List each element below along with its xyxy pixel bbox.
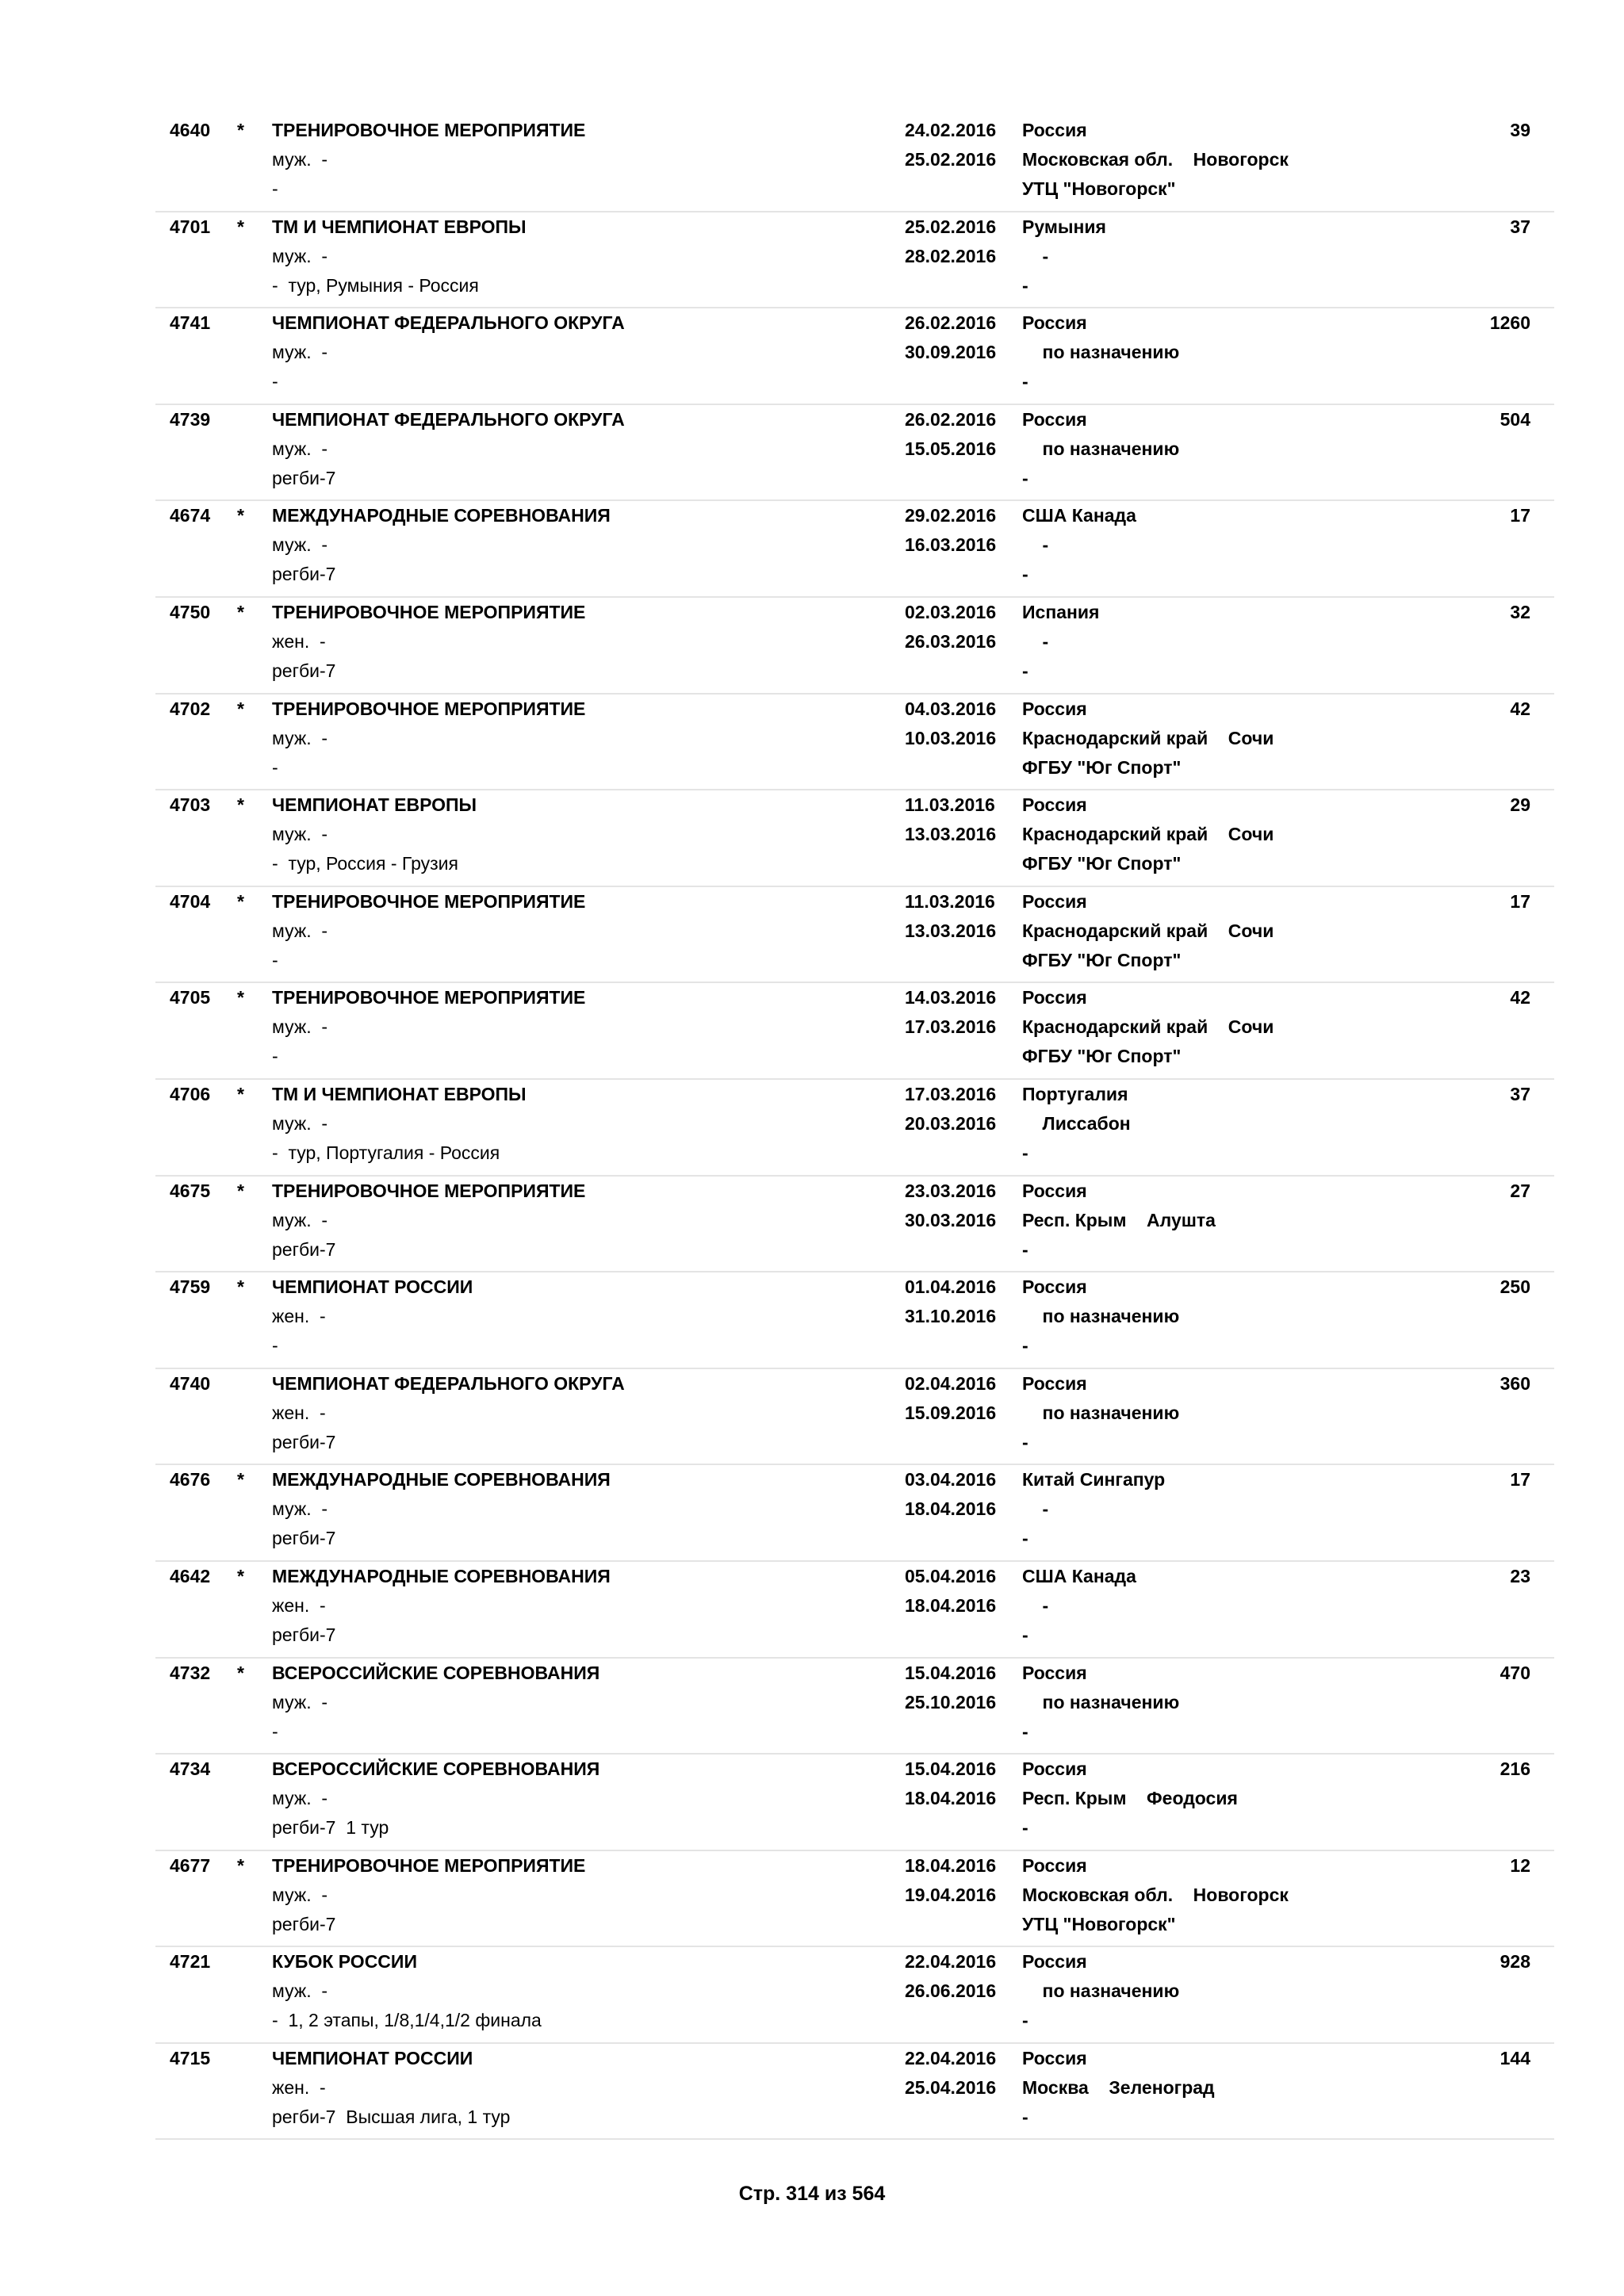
event-date-start: 24.02.2016 bbox=[905, 120, 997, 140]
event-discipline: - bbox=[272, 1720, 278, 1742]
event-gender: муж. - bbox=[272, 1691, 328, 1712]
table-row bbox=[155, 501, 1554, 598]
event-date-start: 05.04.2016 bbox=[905, 1565, 997, 1586]
event-date-end: 13.03.2016 bbox=[905, 824, 997, 845]
event-country: Россия bbox=[1022, 1662, 1087, 1683]
event-gender: жен. - bbox=[272, 2076, 326, 2098]
event-date-start: 02.03.2016 bbox=[905, 601, 997, 622]
event-date-start: 23.03.2016 bbox=[905, 1180, 997, 1201]
event-discipline: - bbox=[272, 1335, 278, 1357]
event-region: - bbox=[1022, 534, 1049, 556]
event-title: ТРЕНИРОВОЧНОЕ МЕРОПРИЯТИЕ bbox=[272, 1854, 586, 1876]
event-venue: - bbox=[1022, 1624, 1028, 1645]
event-venue: - bbox=[1022, 564, 1028, 585]
event-discipline: регби-7 bbox=[272, 1238, 336, 1260]
event-country: Россия bbox=[1022, 312, 1087, 334]
event-venue: - bbox=[1022, 2106, 1028, 2127]
event-date-start: 02.04.2016 bbox=[905, 1372, 997, 1394]
event-id: 4677 bbox=[170, 1854, 211, 1876]
event-date-start: 26.02.2016 bbox=[905, 312, 997, 334]
event-title: ЧЕМПИОНАТ РОССИИ bbox=[272, 1276, 473, 1298]
event-country: Россия bbox=[1022, 120, 1087, 140]
event-venue: - bbox=[1022, 1720, 1028, 1742]
event-gender: муж. - bbox=[272, 438, 328, 459]
event-venue: - bbox=[1022, 660, 1028, 681]
event-region: Московская обл. Новогорск bbox=[1022, 1884, 1289, 1905]
event-marker: * bbox=[237, 987, 244, 1008]
event-title: ТМ И ЧЕМПИОНАТ ЕВРОПЫ bbox=[272, 1083, 527, 1104]
table-row bbox=[155, 983, 1554, 1080]
event-discipline: - 1, 2 этапы, 1/8,1/4,1/2 финала bbox=[272, 2010, 542, 2031]
event-venue: ФГБУ "Юг Спорт" bbox=[1022, 1046, 1182, 1067]
event-participants: 144 bbox=[1500, 2047, 1530, 2068]
event-participants: 39 bbox=[1510, 120, 1530, 140]
event-marker: * bbox=[237, 1083, 244, 1104]
event-region: Краснодарский край Сочи bbox=[1022, 727, 1274, 748]
event-id: 4701 bbox=[170, 216, 211, 237]
event-gender: муж. - bbox=[272, 1112, 328, 1134]
event-discipline: регби-7 bbox=[272, 1528, 336, 1549]
event-date-start: 17.03.2016 bbox=[905, 1083, 997, 1104]
event-marker: * bbox=[237, 1469, 244, 1490]
event-country: Россия bbox=[1022, 1180, 1087, 1201]
event-region: по назначению bbox=[1022, 1402, 1180, 1423]
table-row bbox=[155, 1851, 1554, 1948]
event-date-start: 22.04.2016 bbox=[905, 1951, 997, 1973]
event-date-start: 25.02.2016 bbox=[905, 216, 997, 237]
event-venue: - bbox=[1022, 274, 1028, 296]
event-participants: 37 bbox=[1510, 216, 1530, 237]
event-participants: 42 bbox=[1510, 698, 1530, 719]
table-row bbox=[155, 1177, 1554, 1273]
event-region: Респ. Крым Алушта bbox=[1022, 1209, 1216, 1230]
event-marker: * bbox=[237, 216, 244, 237]
event-id: 4706 bbox=[170, 1083, 211, 1104]
table-row bbox=[155, 1369, 1554, 1466]
event-marker: * bbox=[237, 120, 244, 140]
event-gender: муж. - bbox=[272, 1498, 328, 1520]
event-participants: 360 bbox=[1500, 1372, 1530, 1394]
event-marker: * bbox=[237, 1180, 244, 1201]
table-row bbox=[155, 1947, 1554, 2044]
event-discipline: регби-7 bbox=[272, 564, 336, 585]
event-participants: 1260 bbox=[1489, 312, 1530, 334]
event-marker: * bbox=[237, 505, 244, 526]
event-marker: * bbox=[237, 890, 244, 912]
event-discipline: - тур, Румыния - Россия bbox=[272, 274, 479, 296]
table-row bbox=[155, 1465, 1554, 1562]
event-date-start: 14.03.2016 bbox=[905, 987, 997, 1008]
table-row bbox=[155, 887, 1554, 984]
event-discipline: - bbox=[272, 178, 278, 199]
event-country: Испания bbox=[1022, 601, 1100, 622]
event-gender: муж. - bbox=[272, 1788, 328, 1809]
event-venue: - bbox=[1022, 1817, 1028, 1839]
event-id: 4721 bbox=[170, 1951, 211, 1973]
event-participants: 17 bbox=[1510, 505, 1530, 526]
event-participants: 12 bbox=[1510, 1854, 1530, 1876]
event-title: МЕЖДУНАРОДНЫЕ СОРЕВНОВАНИЯ bbox=[272, 505, 611, 526]
event-gender: жен. - bbox=[272, 1306, 326, 1327]
event-marker: * bbox=[237, 601, 244, 622]
event-id: 4704 bbox=[170, 890, 211, 912]
event-date-end: 25.04.2016 bbox=[905, 2076, 997, 2098]
event-country: Россия bbox=[1022, 698, 1087, 719]
event-gender: жен. - bbox=[272, 630, 326, 652]
event-id: 4740 bbox=[170, 1372, 211, 1394]
event-country: Россия bbox=[1022, 1276, 1087, 1298]
event-title: ЧЕМПИОНАТ ФЕДЕРАЛЬНОГО ОКРУГА bbox=[272, 312, 625, 334]
event-country: Россия bbox=[1022, 794, 1087, 816]
table-row bbox=[155, 1562, 1554, 1659]
event-title: ТРЕНИРОВОЧНОЕ МЕРОПРИЯТИЕ bbox=[272, 698, 586, 719]
event-country: Россия bbox=[1022, 1951, 1087, 1973]
event-date-start: 03.04.2016 bbox=[905, 1469, 997, 1490]
event-id: 4676 bbox=[170, 1469, 211, 1490]
event-date-start: 22.04.2016 bbox=[905, 2047, 997, 2068]
event-date-end: 16.03.2016 bbox=[905, 534, 997, 556]
event-discipline: регби-7 bbox=[272, 1624, 336, 1645]
event-venue: ФГБУ "Юг Спорт" bbox=[1022, 853, 1182, 874]
event-title: ТМ И ЧЕМПИОНАТ ЕВРОПЫ bbox=[272, 216, 527, 237]
event-country: Россия bbox=[1022, 2047, 1087, 2068]
event-country: Румыния bbox=[1022, 216, 1106, 237]
table-row bbox=[155, 1659, 1554, 1755]
event-date-end: 18.04.2016 bbox=[905, 1788, 997, 1809]
event-discipline: - bbox=[272, 1046, 278, 1067]
table-row bbox=[155, 1080, 1554, 1177]
event-id: 4675 bbox=[170, 1180, 211, 1201]
page-footer: Стр. 314 из 564 bbox=[738, 2183, 886, 2205]
table-row bbox=[155, 598, 1554, 695]
event-participants: 27 bbox=[1510, 1180, 1530, 1201]
event-participants: 470 bbox=[1500, 1662, 1530, 1683]
event-id: 4640 bbox=[170, 120, 211, 140]
event-discipline: - bbox=[272, 371, 278, 392]
table-row bbox=[155, 695, 1554, 791]
event-gender: муж. - bbox=[272, 920, 328, 941]
event-venue: УТЦ "Новогорск" bbox=[1022, 178, 1176, 199]
event-date-end: 31.10.2016 bbox=[905, 1306, 997, 1327]
event-title: ТРЕНИРОВОЧНОЕ МЕРОПРИЯТИЕ bbox=[272, 601, 586, 622]
event-region: Краснодарский край Сочи bbox=[1022, 920, 1274, 941]
event-participants: 17 bbox=[1510, 1469, 1530, 1490]
event-region: Москва Зеленоград bbox=[1022, 2076, 1215, 2098]
event-country: Россия bbox=[1022, 1372, 1087, 1394]
event-date-end: 30.09.2016 bbox=[905, 342, 997, 363]
event-date-end: 26.03.2016 bbox=[905, 630, 997, 652]
event-region: по назначению bbox=[1022, 1980, 1180, 2002]
event-venue: - bbox=[1022, 371, 1028, 392]
event-venue: - bbox=[1022, 1431, 1028, 1452]
event-title: ЧЕМПИОНАТ ФЕДЕРАЛЬНОГО ОКРУГА bbox=[272, 1372, 625, 1394]
event-title: МЕЖДУНАРОДНЫЕ СОРЕВНОВАНИЯ bbox=[272, 1565, 611, 1586]
event-id: 4734 bbox=[170, 1758, 211, 1780]
event-date-end: 26.06.2016 bbox=[905, 1980, 997, 2002]
event-country: Португалия bbox=[1022, 1083, 1128, 1104]
event-venue: - bbox=[1022, 1335, 1028, 1357]
table-row bbox=[155, 1272, 1554, 1369]
event-marker: * bbox=[237, 1662, 244, 1683]
event-country: Россия bbox=[1022, 1758, 1087, 1780]
event-region: Краснодарский край Сочи bbox=[1022, 1016, 1274, 1038]
event-date-end: 25.10.2016 bbox=[905, 1691, 997, 1712]
event-id: 4750 bbox=[170, 601, 211, 622]
table-row bbox=[155, 212, 1554, 309]
event-discipline: - тур, Россия - Грузия bbox=[272, 853, 458, 874]
event-gender: муж. - bbox=[272, 1884, 328, 1905]
event-date-start: 26.02.2016 bbox=[905, 408, 997, 430]
event-id: 4703 bbox=[170, 794, 211, 816]
event-participants: 37 bbox=[1510, 1083, 1530, 1104]
event-discipline: регби-7 bbox=[272, 1431, 336, 1452]
event-venue: ФГБУ "Юг Спорт" bbox=[1022, 756, 1182, 778]
event-participants: 23 bbox=[1510, 1565, 1530, 1586]
event-gender: муж. - bbox=[272, 727, 328, 748]
event-date-end: 10.03.2016 bbox=[905, 727, 997, 748]
event-gender: муж. - bbox=[272, 342, 328, 363]
event-participants: 42 bbox=[1510, 987, 1530, 1008]
event-date-end: 17.03.2016 bbox=[905, 1016, 997, 1038]
event-title: ТРЕНИРОВОЧНОЕ МЕРОПРИЯТИЕ bbox=[272, 987, 586, 1008]
event-id: 4642 bbox=[170, 1565, 211, 1586]
event-discipline: регби-7 Высшая лига, 1 тур bbox=[272, 2106, 511, 2127]
event-discipline: регби-7 bbox=[272, 467, 336, 488]
event-date-end: 15.09.2016 bbox=[905, 1402, 997, 1423]
event-gender: муж. - bbox=[272, 824, 328, 845]
event-country: США Канада bbox=[1022, 505, 1136, 526]
event-venue: УТЦ "Новогорск" bbox=[1022, 1913, 1176, 1934]
event-title: ВСЕРОССИЙСКИЕ СОРЕВНОВАНИЯ bbox=[272, 1662, 600, 1683]
event-region: Респ. Крым Феодосия bbox=[1022, 1788, 1238, 1809]
table-row bbox=[155, 790, 1554, 887]
event-region: Лиссабон bbox=[1022, 1112, 1131, 1134]
event-date-end: 28.02.2016 bbox=[905, 245, 997, 266]
event-date-start: 15.04.2016 bbox=[905, 1758, 997, 1780]
event-id: 4715 bbox=[170, 2047, 211, 2068]
event-date-start: 01.04.2016 bbox=[905, 1276, 997, 1298]
event-gender: жен. - bbox=[272, 1594, 326, 1616]
event-country: Россия bbox=[1022, 408, 1087, 430]
event-date-end: 20.03.2016 bbox=[905, 1112, 997, 1134]
event-participants: 928 bbox=[1500, 1951, 1530, 1973]
event-marker: * bbox=[237, 698, 244, 719]
event-marker: * bbox=[237, 1565, 244, 1586]
event-discipline: - bbox=[272, 949, 278, 970]
event-gender: жен. - bbox=[272, 1402, 326, 1423]
event-venue: - bbox=[1022, 1528, 1028, 1549]
event-participants: 17 bbox=[1510, 890, 1530, 912]
event-date-end: 18.04.2016 bbox=[905, 1594, 997, 1616]
event-title: ЧЕМПИОНАТ ФЕДЕРАЛЬНОГО ОКРУГА bbox=[272, 408, 625, 430]
table-row bbox=[155, 308, 1554, 405]
event-title: ЧЕМПИОНАТ РОССИИ bbox=[272, 2047, 473, 2068]
event-date-end: 15.05.2016 bbox=[905, 438, 997, 459]
event-id: 4759 bbox=[170, 1276, 211, 1298]
table-row bbox=[155, 2044, 1554, 2141]
event-date-start: 11.03.2016 bbox=[905, 794, 995, 816]
event-date-end: 13.03.2016 bbox=[905, 920, 997, 941]
event-id: 4702 bbox=[170, 698, 211, 719]
event-title: КУБОК РОССИИ bbox=[272, 1951, 417, 1973]
event-participants: 216 bbox=[1500, 1758, 1530, 1780]
event-participants: 29 bbox=[1510, 794, 1530, 816]
table-row bbox=[155, 1755, 1554, 1851]
event-region: по назначению bbox=[1022, 438, 1180, 459]
event-gender: муж. - bbox=[272, 534, 328, 556]
event-country: Россия bbox=[1022, 987, 1087, 1008]
event-id: 4741 bbox=[170, 312, 211, 334]
event-gender: муж. - bbox=[272, 149, 328, 170]
event-gender: муж. - bbox=[272, 1980, 328, 2002]
event-title: ТРЕНИРОВОЧНОЕ МЕРОПРИЯТИЕ bbox=[272, 1180, 586, 1201]
event-id: 4732 bbox=[170, 1662, 211, 1683]
event-region: - bbox=[1022, 1594, 1049, 1616]
event-date-start: 15.04.2016 bbox=[905, 1662, 997, 1683]
event-id: 4705 bbox=[170, 987, 211, 1008]
event-venue: - bbox=[1022, 2010, 1028, 2031]
event-venue: ФГБУ "Юг Спорт" bbox=[1022, 949, 1182, 970]
event-venue: - bbox=[1022, 1142, 1028, 1163]
event-marker: * bbox=[237, 1276, 244, 1298]
event-date-start: 18.04.2016 bbox=[905, 1854, 997, 1876]
event-title: ВСЕРОССИЙСКИЕ СОРЕВНОВАНИЯ bbox=[272, 1758, 600, 1780]
event-discipline: - тур, Португалия - Россия bbox=[272, 1142, 500, 1163]
event-marker: * bbox=[237, 1854, 244, 1876]
event-id: 4739 bbox=[170, 408, 211, 430]
event-country: США Канада bbox=[1022, 1565, 1136, 1586]
event-date-end: 30.03.2016 bbox=[905, 1209, 997, 1230]
event-participants: 32 bbox=[1510, 601, 1530, 622]
event-date-end: 18.04.2016 bbox=[905, 1498, 997, 1520]
event-marker: * bbox=[237, 794, 244, 816]
event-discipline: - bbox=[272, 756, 278, 778]
event-country: Россия bbox=[1022, 1854, 1087, 1876]
event-date-start: 04.03.2016 bbox=[905, 698, 997, 719]
event-region: по назначению bbox=[1022, 1306, 1180, 1327]
event-gender: муж. - bbox=[272, 1016, 328, 1038]
event-title: МЕЖДУНАРОДНЫЕ СОРЕВНОВАНИЯ bbox=[272, 1469, 611, 1490]
event-discipline: регби-7 bbox=[272, 660, 336, 681]
event-discipline: регби-7 bbox=[272, 1913, 336, 1934]
event-region: по назначению bbox=[1022, 1691, 1180, 1712]
event-region: Краснодарский край Сочи bbox=[1022, 824, 1274, 845]
event-country: Китай Сингапур bbox=[1022, 1469, 1166, 1490]
events-table bbox=[155, 116, 1554, 2140]
event-venue: - bbox=[1022, 1238, 1028, 1260]
event-participants: 504 bbox=[1500, 408, 1530, 430]
event-date-end: 19.04.2016 bbox=[905, 1884, 997, 1905]
event-gender: муж. - bbox=[272, 1209, 328, 1230]
event-date-end: 25.02.2016 bbox=[905, 149, 997, 170]
event-venue: - bbox=[1022, 467, 1028, 488]
table-row bbox=[155, 405, 1554, 502]
event-discipline: регби-7 1 тур bbox=[272, 1817, 389, 1839]
event-region: - bbox=[1022, 245, 1049, 266]
event-region: - bbox=[1022, 1498, 1049, 1520]
event-date-start: 11.03.2016 bbox=[905, 890, 995, 912]
event-date-start: 29.02.2016 bbox=[905, 505, 997, 526]
event-title: ЧЕМПИОНАТ ЕВРОПЫ bbox=[272, 794, 477, 816]
event-region: по назначению bbox=[1022, 342, 1180, 363]
event-gender: муж. - bbox=[272, 245, 328, 266]
event-id: 4674 bbox=[170, 505, 211, 526]
table-row bbox=[155, 116, 1554, 212]
event-region: - bbox=[1022, 630, 1049, 652]
event-title: ТРЕНИРОВОЧНОЕ МЕРОПРИЯТИЕ bbox=[272, 890, 586, 912]
event-title: ТРЕНИРОВОЧНОЕ МЕРОПРИЯТИЕ bbox=[272, 120, 586, 140]
event-region: Московская обл. Новогорск bbox=[1022, 149, 1289, 170]
event-country: Россия bbox=[1022, 890, 1087, 912]
event-participants: 250 bbox=[1500, 1276, 1530, 1298]
